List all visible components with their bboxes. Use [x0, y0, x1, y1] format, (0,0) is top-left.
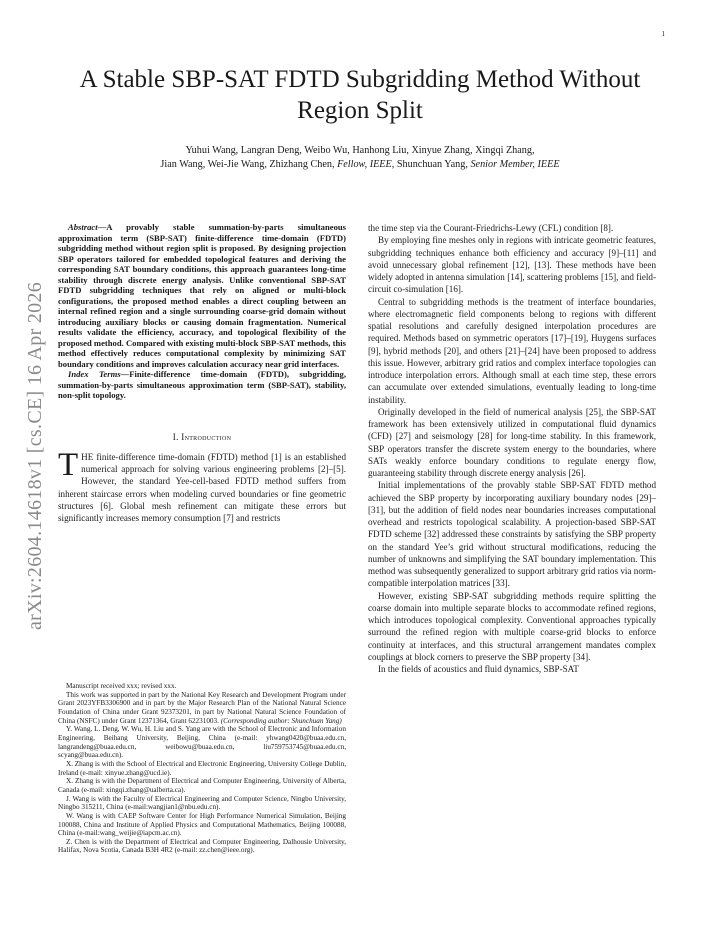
footnote-affiliation: X. Zhang is with the School of Electrical and Electronic Engineering, University College Dublin, Ireland (e-mail: xinyue.zhang@ucd.ie).	[58, 759, 346, 777]
body-paragraph: Central to subgridding methods is the treatment of interface boundaries, where electromagnetic field components belong to regions with different spatial resolutions and carefully designed interpolation procedures are required. Methods based on symmetric operators [17]–[19], Huygens surfaces [9], hybrid methods [20], and others [21]–[24] have been proposed to address this issue. However, arbitrary grid ratios and complex interface topologies can introduce interpolation errors. Although small at each time step, these errors can accumulate over extended simulations, eventually leading to long-time instability.	[368, 296, 656, 405]
drop-cap: T	[58, 446, 79, 483]
index-terms-label: Index Terms	[68, 369, 121, 379]
footnote-funding	[58, 691, 346, 726]
footnote-affiliation: J. Wang is with the Faculty of Electrical Engineering and Computer Science, Ningbo University, Ningbo 315211, China (e-mail:wangjian1@nbu.edu.cn).	[58, 794, 346, 812]
author-names-part: Jian Wang, Wei-Jie Wang, Zhizhang Chen,	[160, 159, 338, 170]
section-heading-introduction	[58, 431, 346, 443]
author-line-2	[70, 158, 650, 172]
section-numeral: I.	[172, 431, 182, 442]
footnotes	[58, 682, 346, 855]
fellow-title: Fellow, IEEE	[337, 159, 392, 170]
footnote-affiliation: Z. Chen is with the Department of Electrical and Computer Engineering, Dalhousie University, Halifax, Nova Scotia, Canada B3H 4R2 (e-mail: zz.chen@ieee.org).	[58, 837, 346, 855]
index-terms-text: —Finite-difference time-domain (FDTD), subgridding, summation-by-parts simultaneous approximation term (SBP-SAT), stability, non-split topology.	[58, 369, 347, 400]
right-column	[368, 222, 656, 675]
section-title: Introduction	[181, 431, 232, 442]
index-terms	[58, 369, 346, 401]
footnote-affiliation: Y. Wang, L. Deng, W. Wu, H. Liu and S. Yang are with the School of Electronic and Information Engineering, Beihang University, Beijing, China (e-mail: yhwang0420@buaa.edu.cn, langrandeng@buaa.edu.cn, weibowu@buaa.edu.cn, liu759753745@buaa.edu.cn, scyang@buaa.edu.cn).	[58, 725, 346, 760]
body-paragraph: the time step via the Courant-Friedrichs-Lewy (CFL) condition [8].	[368, 223, 614, 233]
body-paragraph: Initial implementations of the provably stable SBP-SAT FDTD method achieved the SBP property by incorporating auxiliary boundary nodes [29]–[31], but the addition of field nodes near boundaries increases computational overhead and restricts topological scalability. A projection-based SBP-SAT FDTD scheme [32] addressed these constraints by satisfying the SBP property on the standard Yee’s grid without structural modifications, reducing the number of unknowns and simplifying the SAT boundary implementation. This method was subsequently generalized to support arbitrary grid ratios via norm-compatible interpolation matrices [33].	[368, 480, 656, 589]
funding-text: This work was supported in part by the National Key Research and Development Program under Grant 2023YFB3306900 and in part by the Major Research Plan of the National Natural Science Foundation of China under Grant 92373201, in part by National Natural Science Foundation of China (NSFC) under Grant 12371364, Grant 62231003.	[58, 690, 346, 725]
footnote-affiliation: X. Zhang is with the Department of Electrical and Computer Engineering, University of Alberta, Canada (e-mail: xingqi.zhang@ualberta.ca).	[58, 777, 346, 794]
intro-text: HE finite-difference time-domain (FDTD) method [1] is an established numerical approach for solving various engineering problems [2]–[5]. However, the standard Yee-cell-based FDTD method suffers from inherent staircase errors when modeling curved boundaries or fine geometric structures [6]. Global mesh refinement can mitigate these errors but significantly increases memory consumption [7] and restricts	[58, 451, 346, 523]
left-column	[58, 222, 346, 524]
senior-member-title: Senior Member, IEEE	[470, 159, 560, 170]
author-list	[70, 144, 650, 172]
footnote-received: Manuscript received xxx; revised xxx.	[66, 682, 177, 690]
paper-title: A Stable SBP-SAT FDTD Subgridding Method Without Region Split	[79, 66, 641, 124]
abstract	[58, 222, 346, 369]
body-paragraph: However, existing SBP-SAT subgridding methods require splitting the coarse domain into multiple separate blocks to accommodate refined regions, which introduces topological complexity. Conventional approaches typically surround the refined region with multiple coarse-grid blocks to enforce continuity at interfaces, and this structural arrangement mandates complex couplings at block corners to preserve the SBP property [34].	[368, 590, 656, 662]
footnote-affiliation: W. Wang is with CAEP Software Center for High Performance Numerical Simulation, Beijing 100088, China and Institute of Applied Physics and Computational Mathematics, Beijing 100088, China (e-mail:wang_weijie@iapcm.ac.cn).	[58, 811, 346, 838]
body-paragraph: Originally developed in the field of numerical analysis [25], the SBP-SAT framework has been extensively utilized in computational fluid dynamics (CFD) [27] and seismology [28] for long-time stability. In this framework, SBP operators transfer the discrete system energy to the boundaries, where SATs weakly enforce boundary conditions to regulate energy flow, guaranteeing stability through discrete energy analysis [26].	[368, 406, 656, 478]
author-names-part-2: , Shunchuan Yang,	[391, 159, 471, 170]
author-line-1: Yuhui Wang, Langran Deng, Weibo Wu, Hanhong Liu, Xinyue Zhang, Xingqi Zhang,	[185, 145, 535, 156]
arxiv-identifier: arXiv:2604.14618v1 [cs.CE] 16 Apr 2026	[24, 281, 46, 630]
abstract-text: —A provably stable summation-by-parts simultaneous approximation term (SBP-SAT) finite-difference time-domain (FDTD) subgridding method without region split is proposed. By designing projection SBP operators tailored for embedded topological features and deriving the corresponding SAT boundary conditions, this approach guarantees long-time stability through discrete energy analysis. Unlike conventional SBP-SAT FDTD subgridding techniques that rely on aligned or multi-block configurations, the proposed method enables a direct coupling between an internal refined region and a single surrounding coarse-grid domain without introducing auxiliary blocks or causing domain fragmentation. Numerical results validate the efficiency, accuracy, and topological flexibility of the proposed method. Compared with existing multi-block SBP-SAT methods, this method effectively reduces computational complexity by minimizing SAT boundary conditions and improves calculation accuracy near grid interfaces.	[58, 222, 346, 369]
abstract-label: Abstract	[68, 222, 98, 232]
page-number: 1	[661, 30, 665, 38]
body-paragraph: In the fields of acoustics and fluid dynamics, SBP-SAT	[378, 664, 579, 674]
corresponding-author: (Corresponding author: Shunchuan Yang)	[220, 716, 342, 725]
intro-paragraph-1	[58, 446, 346, 525]
body-paragraph: By employing fine meshes only in regions with intricate geometric features, subgridding techniques enhance both efficiency and accuracy [9]–[11] and avoid unnecessary global refinement [12], [13]. These methods have been widely adopted in antenna simulation [14], scattering problems [15], and field-circuit co-simulation [16].	[368, 235, 656, 295]
